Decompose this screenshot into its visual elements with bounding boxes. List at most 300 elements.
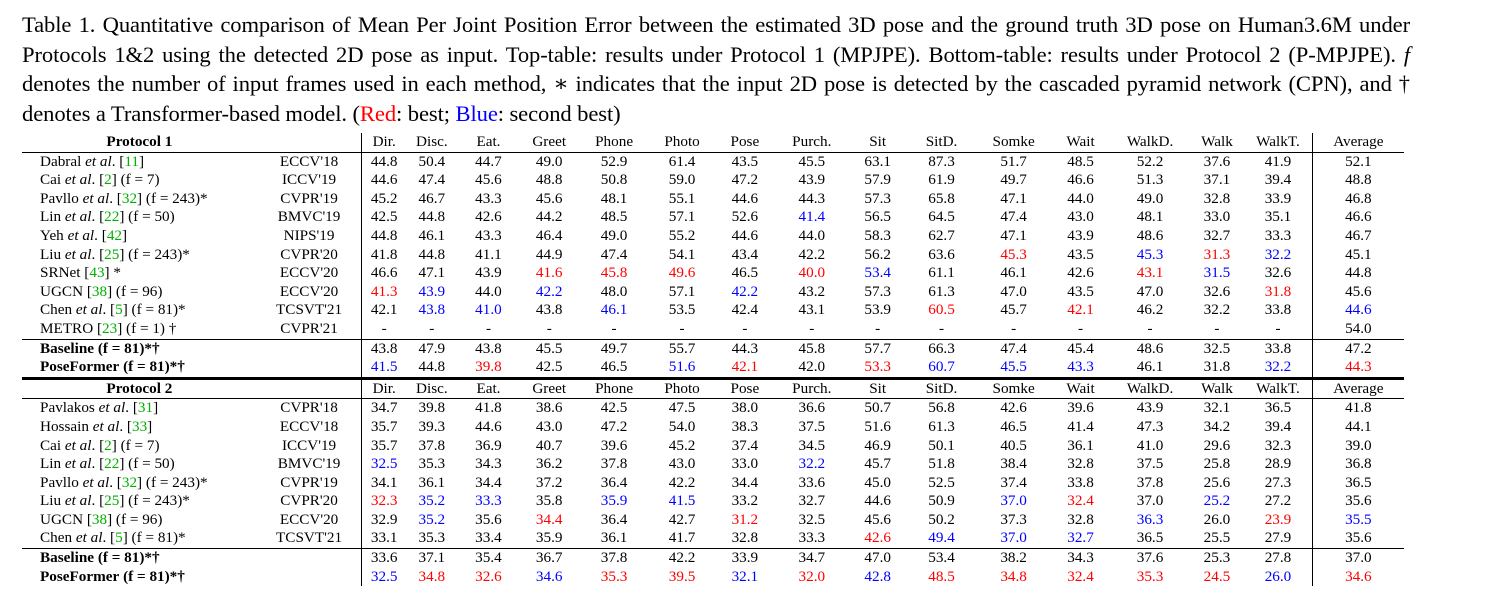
value-cell: 47.4 (977, 339, 1051, 358)
column-header: Somke (977, 378, 1051, 399)
citation-number: 22 (104, 455, 120, 473)
value-cell: 27.3 (1264, 473, 1292, 491)
value-cell: 44.6 (370, 171, 398, 189)
value-cell: 35.5 (1312, 511, 1404, 530)
value-cell: 36.1 (600, 529, 628, 547)
value-cell: 43.1 (1136, 264, 1164, 282)
value-cell: 42.6 (475, 208, 502, 226)
value-cell: 35.9 (600, 492, 628, 510)
value-cell: 46.6 (1067, 171, 1094, 189)
value-cell: 38.2 (977, 549, 1051, 568)
value-cell: 45.8 (775, 339, 849, 358)
value-cell: 34.8 (1000, 567, 1027, 585)
method-et-al: et al (85, 152, 112, 170)
value-cell: 44.7 (475, 152, 502, 170)
column-header: Walk (1190, 378, 1245, 399)
method-et-al: et al (92, 417, 120, 435)
value-cell: 38.6 (535, 399, 563, 417)
value-cell: - (611, 319, 617, 337)
value-cell: - (429, 319, 435, 337)
method-et-al: et al (64, 455, 92, 473)
citation-number: 42 (106, 226, 122, 244)
citation-number: 38 (91, 282, 108, 300)
value-cell: 25.3 (1190, 549, 1245, 568)
table-row (22, 437, 1404, 456)
value-cell: 39.5 (668, 567, 696, 585)
value-cell: 25.2 (1203, 492, 1231, 510)
value-cell: 34.1 (370, 473, 398, 491)
value-cell: 33.8 (1244, 339, 1312, 358)
value-cell: 51.6 (668, 358, 696, 376)
value-cell: 44.9 (535, 245, 563, 263)
column-header: Eat. (458, 133, 520, 152)
value-cell: 45.5 (798, 152, 826, 170)
method-name (22, 283, 257, 302)
table-row (22, 264, 1404, 283)
method-name (22, 399, 257, 418)
value-cell: 48.6 (1136, 226, 1164, 244)
value-cell: 34.3 (1051, 549, 1111, 568)
value-cell: 32.0 (798, 567, 826, 585)
value-cell: 31.5 (1203, 264, 1231, 282)
method-name (22, 208, 257, 227)
venue-cell: TCSVT'21 (257, 529, 362, 548)
value-cell: 33.0 (731, 455, 759, 473)
value-cell: 48.5 (928, 567, 955, 585)
value-cell: 44.6 (475, 417, 502, 435)
method-name-suffix: (f = 81)*† (94, 339, 160, 357)
method-name (22, 358, 257, 378)
method-name-mid: . [ (91, 171, 105, 189)
method-et-al: et al (75, 529, 103, 547)
value-cell: 43.3 (1067, 358, 1094, 376)
value-cell: 46.5 (600, 358, 628, 376)
value-cell: 52.2 (1136, 152, 1164, 170)
method-name-prefix: Pavllo (40, 473, 83, 491)
value-cell: 37.6 (1110, 549, 1189, 568)
column-header: Purch. (775, 378, 849, 399)
value-cell: 54.1 (668, 245, 696, 263)
value-cell: 63.1 (864, 152, 891, 170)
method-name-prefix: Pavllo (40, 189, 83, 207)
value-cell: 43.1 (798, 301, 826, 319)
method-name-prefix: Pavlakos (40, 399, 99, 417)
value-cell: 43.8 (458, 339, 520, 358)
method-name (22, 529, 257, 548)
value-cell: 50.1 (928, 436, 955, 454)
citation-number: 43 (89, 264, 105, 282)
value-cell: 34.6 (1312, 568, 1404, 587)
results-table-body (22, 133, 1404, 586)
citation-number: 22 (104, 208, 120, 226)
method-name (22, 264, 257, 283)
value-cell: 42.1 (370, 301, 398, 319)
value-cell: 35.8 (535, 492, 563, 510)
method-et-al: et al (64, 171, 92, 189)
value-cell: 43.9 (418, 282, 446, 300)
value-cell: 46.1 (600, 301, 628, 319)
value-cell: 46.1 (1000, 264, 1027, 282)
caption-part4: : second best) (497, 100, 621, 126)
value-cell: 40.5 (1000, 436, 1027, 454)
value-cell: 32.2 (1264, 245, 1292, 263)
method-name-mid: . [ (94, 226, 107, 244)
method-et-al: et al (98, 399, 126, 417)
value-cell: 32.4 (1067, 492, 1094, 510)
value-cell: 57.9 (864, 171, 891, 189)
value-cell: 43.5 (1067, 245, 1094, 263)
table-row (22, 190, 1404, 209)
method-name-suffix: ] (f = 243)* (119, 492, 190, 510)
value-cell: 59.0 (668, 171, 696, 189)
value-cell: 44.3 (715, 339, 775, 358)
value-cell: 46.1 (1136, 358, 1164, 376)
value-cell: 43.3 (475, 226, 502, 244)
value-cell: 52.9 (600, 152, 628, 170)
citation-number: 2 (104, 171, 112, 189)
method-name-mid: . [ (91, 245, 105, 263)
value-cell: 46.6 (370, 264, 398, 282)
value-cell: 57.3 (864, 282, 891, 300)
column-header: Phone (579, 133, 649, 152)
citation-number: 32 (121, 189, 138, 207)
value-cell: 45.2 (370, 189, 398, 207)
citation-number: 5 (115, 529, 123, 547)
value-cell: 32.8 (1067, 455, 1094, 473)
value-cell: 34.8 (418, 567, 446, 585)
value-cell: 48.8 (1312, 171, 1404, 190)
value-cell: 43.3 (475, 189, 502, 207)
value-cell: 46.7 (418, 189, 446, 207)
citation-number: 33 (131, 417, 148, 435)
value-cell: 44.3 (1312, 358, 1404, 378)
value-cell: 45.6 (535, 189, 563, 207)
value-cell: 25.6 (1203, 473, 1231, 491)
value-cell: 64.5 (928, 208, 955, 226)
value-cell: 57.1 (668, 282, 696, 300)
value-cell: 46.5 (731, 264, 759, 282)
column-header: Phone (579, 378, 649, 399)
column-header: Average (1312, 378, 1404, 399)
value-cell: 31.3 (1203, 245, 1231, 263)
value-cell: 34.3 (475, 455, 502, 473)
value-cell: - (1078, 319, 1084, 337)
value-cell: 46.9 (864, 436, 891, 454)
citation-number: 31 (137, 399, 154, 417)
method-et-al: et al (82, 473, 110, 491)
value-cell: 47.4 (600, 245, 628, 263)
value-cell: 61.9 (928, 171, 955, 189)
value-cell: 39.4 (1264, 171, 1292, 189)
value-cell: - (742, 319, 748, 337)
column-header: Greet (519, 133, 579, 152)
method-name-mid: . [ (125, 399, 138, 417)
value-cell: 44.1 (1312, 418, 1404, 437)
value-cell: - (875, 319, 881, 337)
value-cell: 47.2 (731, 171, 759, 189)
value-cell: 41.3 (370, 282, 398, 300)
value-cell: 36.4 (600, 473, 628, 491)
method-name-prefix: SRNet [ (40, 264, 90, 282)
value-cell: 43.0 (535, 417, 563, 435)
method-name (22, 190, 257, 209)
method-name-prefix: Lin (40, 455, 65, 473)
method-name-mid: . [ (91, 436, 105, 454)
value-cell: 44.6 (731, 189, 759, 207)
value-cell: 41.0 (1136, 436, 1164, 454)
column-header: WalkD. (1110, 133, 1189, 152)
value-cell: 45.7 (1000, 301, 1027, 319)
value-cell: 48.6 (1110, 339, 1189, 358)
value-cell: 34.4 (475, 473, 502, 491)
value-cell: 43.9 (1067, 226, 1094, 244)
value-cell: 48.8 (535, 171, 563, 189)
value-cell: 37.0 (1136, 492, 1164, 510)
value-cell: 31.2 (731, 510, 759, 528)
value-cell: 53.3 (864, 358, 891, 376)
citation-number: 2 (104, 436, 112, 454)
column-header: Wait (1051, 133, 1111, 152)
method-name (22, 418, 257, 437)
value-cell: 37.8 (579, 549, 649, 568)
value-cell: 37.2 (535, 473, 563, 491)
value-cell: 40.0 (798, 264, 826, 282)
value-cell: 47.4 (1000, 208, 1027, 226)
value-cell: 35.3 (600, 567, 628, 585)
value-cell: 43.8 (418, 301, 446, 319)
value-cell: 42.6 (864, 529, 891, 547)
value-cell: - (485, 319, 491, 337)
method-name (22, 437, 257, 456)
value-cell: 34.4 (535, 510, 563, 528)
value-cell: 38.0 (731, 399, 759, 417)
method-name-mid: . [ (91, 455, 105, 473)
value-cell: 49.7 (579, 339, 649, 358)
citation-number: 25 (104, 492, 120, 510)
table-row (22, 511, 1404, 530)
method-et-al: et al (64, 436, 92, 454)
value-cell: 47.4 (418, 171, 446, 189)
table-row (22, 568, 1404, 587)
method-name-prefix: Chen (40, 529, 76, 547)
citation-number: 32 (121, 473, 138, 491)
value-cell: 48.1 (1136, 208, 1164, 226)
venue-cell: ECCV'20 (257, 283, 362, 302)
value-cell: 45.3 (1136, 245, 1164, 263)
value-cell: 45.5 (1000, 358, 1027, 376)
value-cell: 43.8 (362, 339, 406, 358)
venue-cell: CVPR'20 (257, 492, 362, 511)
value-cell: 57.3 (864, 189, 891, 207)
value-cell: 28.9 (1264, 455, 1292, 473)
citation-number: 25 (104, 245, 120, 263)
value-cell: 45.0 (864, 473, 891, 491)
method-name-suffix: ] (f = 243)* (137, 189, 208, 207)
venue-cell: CVPR'19 (257, 190, 362, 209)
value-cell: 41.5 (370, 358, 398, 376)
column-header: Eat. (458, 378, 520, 399)
value-cell: 42.2 (668, 473, 696, 491)
value-cell: 35.2 (418, 492, 446, 510)
value-cell: 35.9 (535, 529, 563, 547)
value-cell: 37.1 (1203, 171, 1231, 189)
value-cell: 49.4 (928, 529, 955, 547)
method-name (22, 246, 257, 265)
value-cell: - (809, 319, 815, 337)
value-cell: 49.6 (668, 264, 696, 282)
value-cell: 34.7 (370, 399, 398, 417)
value-cell: 47.2 (600, 417, 628, 435)
value-cell: 36.5 (1264, 399, 1292, 417)
value-cell: 33.0 (1203, 208, 1231, 226)
value-cell: 33.6 (362, 549, 406, 568)
value-cell: 47.9 (406, 339, 457, 358)
table-row (22, 455, 1404, 474)
value-cell: 31.8 (1203, 358, 1231, 376)
table-row (22, 208, 1404, 227)
table-row (22, 320, 1404, 339)
value-cell: 44.8 (370, 152, 398, 170)
method-name-suffix: ] (f = 81)* (122, 529, 186, 547)
value-cell: 42.5 (370, 208, 398, 226)
value-cell: 48.5 (600, 208, 628, 226)
value-cell: 46.4 (535, 226, 563, 244)
value-cell: 37.3 (1000, 510, 1027, 528)
value-cell: 57.7 (849, 339, 907, 358)
method-name-mid: . [ (91, 208, 105, 226)
value-cell: 37.4 (1000, 473, 1027, 491)
value-cell: 39.6 (1067, 399, 1094, 417)
method-name-suffix: ] (f = 243)* (137, 473, 208, 491)
method-name-prefix: UGCN [ (40, 510, 92, 528)
column-header: WalkT. (1244, 378, 1312, 399)
column-header: Purch. (775, 133, 849, 152)
value-cell: 49.0 (600, 226, 628, 244)
value-cell: 41.8 (370, 245, 398, 263)
method-name (22, 339, 257, 358)
value-cell: 34.2 (1203, 417, 1231, 435)
value-cell: 43.5 (731, 152, 759, 170)
value-cell: 51.3 (1136, 171, 1164, 189)
value-cell: 35.3 (418, 455, 446, 473)
value-cell: 32.3 (370, 492, 398, 510)
column-header: Pose (715, 133, 775, 152)
value-cell: 48.5 (1067, 152, 1094, 170)
value-cell: 47.1 (1000, 189, 1027, 207)
table-row (22, 474, 1404, 493)
value-cell: 35.7 (370, 417, 398, 435)
value-cell: 39.6 (600, 436, 628, 454)
method-name-prefix: Lin (40, 208, 65, 226)
value-cell: 32.5 (370, 455, 398, 473)
method-name-mid: . [ (111, 152, 125, 170)
method-name-suffix: (f = 81)*† (119, 567, 185, 585)
column-header: Sit (849, 133, 907, 152)
value-cell: 47.0 (1000, 282, 1027, 300)
venue-cell: BMVC'19 (257, 208, 362, 227)
value-cell: 32.2 (1203, 301, 1231, 319)
method-name-suffix: (f = 81)*† (119, 358, 185, 376)
value-cell: 32.6 (475, 567, 502, 585)
value-cell: 44.6 (864, 492, 891, 510)
table-row (22, 171, 1404, 190)
value-cell: 32.8 (731, 529, 759, 547)
method-name-suffix: ] (f = 1) † (117, 319, 177, 337)
method-name-mid: . [ (109, 473, 122, 491)
venue-cell: CVPR'18 (257, 399, 362, 418)
venue-cell (257, 339, 362, 358)
value-cell: 49.0 (535, 152, 563, 170)
value-cell: 32.2 (1264, 358, 1292, 376)
value-cell: 36.1 (418, 473, 446, 491)
table-row (22, 339, 1404, 358)
value-cell: 56.2 (864, 245, 891, 263)
value-cell: 37.5 (798, 417, 826, 435)
value-cell: - (1147, 319, 1153, 337)
value-cell: 48.0 (600, 282, 628, 300)
method-name-prefix: Chen (40, 301, 76, 319)
value-cell: 32.6 (1264, 264, 1292, 282)
method-name-suffix: (f = 81)*† (94, 549, 160, 567)
value-cell: 36.1 (1067, 436, 1094, 454)
value-cell: 34.6 (535, 567, 563, 585)
column-header: Sit (849, 378, 907, 399)
method-name (22, 511, 257, 530)
value-cell: 32.7 (1067, 529, 1094, 547)
value-cell: 32.1 (731, 567, 759, 585)
method-et-al: et al (64, 245, 92, 263)
venue-cell: ICCV'19 (257, 437, 362, 456)
value-cell: 41.6 (535, 264, 563, 282)
value-cell: - (1011, 319, 1017, 337)
value-cell: 42.5 (535, 358, 563, 376)
value-cell: 23.9 (1264, 510, 1292, 528)
value-cell: 25.8 (1203, 455, 1231, 473)
value-cell: 44.0 (475, 282, 502, 300)
value-cell: - (1275, 319, 1281, 337)
venue-cell: CVPR'19 (257, 474, 362, 493)
value-cell: 42.2 (798, 245, 826, 263)
value-cell: 47.0 (1136, 282, 1164, 300)
caption-part1: Table 1. Quantitative comparison of Mean Per Joint Position Error between the estimated 3D pose and the ground truth 3D pose on Human3.6M under Protocols 1&2 using the detected 2D pose as input. Top-table: results under Protocol 1 (MPJPE). Bottom-table: results under Protocol 2 (P-MPJPE). (22, 12, 1410, 67)
method-name (22, 320, 257, 339)
value-cell: 39.4 (1264, 417, 1292, 435)
value-cell: 37.8 (418, 436, 446, 454)
method-name-suffix: ] (147, 417, 153, 435)
method-name-mid: . [ (102, 301, 116, 319)
method-name (22, 455, 257, 474)
value-cell: 43.8 (535, 301, 563, 319)
venue-cell (257, 358, 362, 378)
value-cell: 42.6 (1067, 264, 1094, 282)
value-cell: 61.4 (668, 152, 696, 170)
method-name-suffix: ] (138, 152, 145, 170)
value-cell: 45.5 (519, 339, 579, 358)
column-header: WalkT. (1244, 133, 1312, 152)
method-name-prefix: UGCN [ (40, 282, 92, 300)
value-cell: 36.3 (1136, 510, 1164, 528)
column-header: Disc. (406, 133, 457, 152)
method-name-suffix: ] (f = 7) (111, 171, 160, 189)
value-cell: 41.0 (475, 301, 502, 319)
column-header: Disc. (406, 378, 457, 399)
value-cell: 47.1 (418, 264, 446, 282)
value-cell: 41.4 (798, 208, 826, 226)
value-cell: 35.2 (418, 510, 446, 528)
value-cell: 32.5 (370, 567, 398, 585)
value-cell: 51.6 (864, 417, 891, 435)
value-cell: 42.4 (731, 301, 759, 319)
